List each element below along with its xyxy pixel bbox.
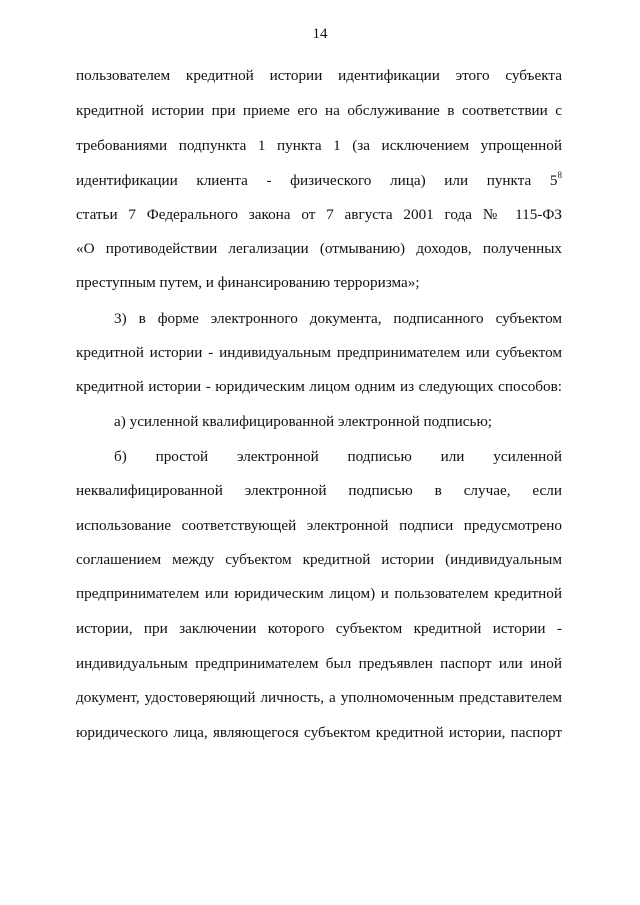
text-line: истории, при заключении которого субъектом кредитной истории - <box>76 620 562 637</box>
paragraph-number: 5 <box>549 172 558 189</box>
text-line: «О противодействии легализации (отмыванию) доходов, полученных <box>76 240 562 257</box>
text-line: индивидуальным предпринимателем был предъявлен паспорт или иной <box>76 655 562 672</box>
text-line: использование соответствующей электронной подписи предусмотрено <box>76 517 562 534</box>
text-line: юридического лица, являющегося субъектом кредитной истории, паспорт <box>76 724 562 741</box>
text-line: преступным путем, и финансированию терроризма»; <box>76 274 420 291</box>
paragraph-start: 3) в форме электронного документа, подписанного субъектом <box>114 310 562 327</box>
text-line-part: идентификации клиента - физического лица) или пункта <box>76 172 532 189</box>
text-line: неквалифицированной электронной подписью в случае, если <box>76 482 562 499</box>
text-line: статьи 7 Федерального закона от 7 августа 2001 года № 115-ФЗ <box>76 206 562 223</box>
text-line <box>76 171 562 191</box>
text-line: документ, удостоверяющий личность, а уполномоченным представителем <box>76 689 562 706</box>
text-line: требованиями подпункта 1 пункта 1 (за исключением упрощенной <box>76 137 562 154</box>
text-line: соглашением между субъектом кредитной истории (индивидуальным <box>76 551 562 568</box>
footnote-ref <box>550 172 562 189</box>
text-line: кредитной истории - юридическим лицом одним из следующих способов: <box>76 378 562 395</box>
text-line: предпринимателем или юридическим лицом) и пользователем кредитной <box>76 585 562 602</box>
text-line: пользователем кредитной истории идентификации этого субъекта <box>76 67 562 84</box>
text-line: кредитной истории - индивидуальным предпринимателем или субъектом <box>76 344 562 361</box>
page-number: 14 <box>312 26 328 42</box>
list-item-b: б) простой электронной подписью или усиленной <box>114 448 562 465</box>
superscript: 8 <box>557 170 563 180</box>
list-item-a: а) усиленной квалифицированной электронной подписью; <box>114 413 493 430</box>
text-line: кредитной истории при приеме его на обслуживание в соответствии с <box>76 102 562 119</box>
